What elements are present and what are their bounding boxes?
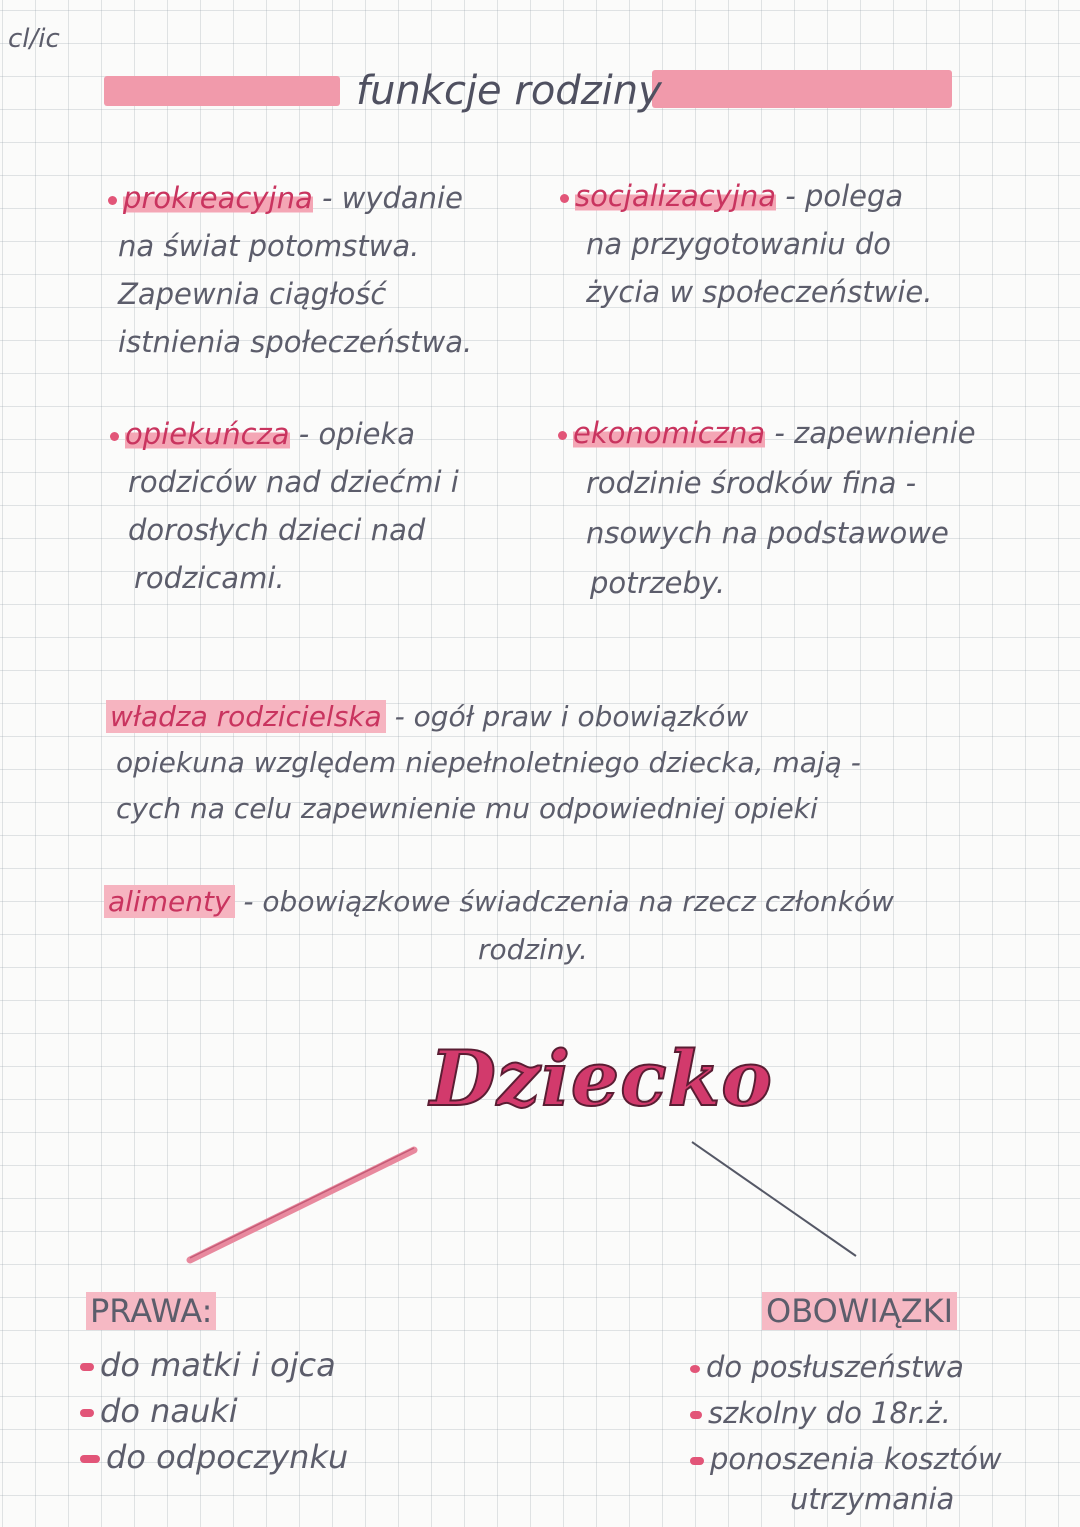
bullet-icon [560, 194, 569, 203]
bullet-icon [108, 196, 117, 205]
function-term: socjalizacyjna [575, 179, 777, 213]
bullet-icon [690, 1411, 702, 1419]
function-line: - zapewnienie [774, 416, 976, 450]
function-line: na przygotowaniu do [586, 227, 892, 261]
function-line: potrzeby. [590, 566, 726, 600]
definition-term: alimenty [104, 885, 235, 918]
corner-mark: cl/ic [8, 24, 60, 54]
definition-wladza-rodzicielska [106, 694, 861, 832]
function-line: - wydanie [321, 181, 463, 215]
definition-line: - obowiązkowe świadczenia na rzecz członków [243, 885, 894, 918]
rights-item [80, 1388, 348, 1434]
function-ekonomiczna [558, 408, 976, 608]
bullet-icon [110, 432, 119, 441]
duties-item [690, 1390, 1002, 1436]
rights-list [80, 1342, 348, 1480]
definition-line: opiekuna względem niepełnoletniego dziecka, mają - [116, 746, 861, 779]
rights-item-text: do nauki [100, 1392, 238, 1430]
rights-item-text: do matki i ojca [100, 1346, 336, 1384]
function-opiekuncza [110, 410, 459, 602]
rights-item [80, 1342, 348, 1388]
title-right-bar [652, 70, 952, 108]
definition-first-line [106, 694, 861, 740]
definition-alimenty [104, 878, 894, 974]
function-ekonomiczna-first-line [558, 408, 976, 458]
duties-item-text: ponoszenia kosztów [710, 1442, 1002, 1476]
bullet-icon [80, 1363, 94, 1371]
function-line: rodziców nad dziećmi i [128, 465, 459, 499]
definition-line: cych na celu zapewnienie mu odpowiedniej opieki [116, 792, 818, 825]
function-line: Zapewnia ciągłość [118, 277, 387, 311]
function-line: rodzicami. [134, 561, 285, 595]
bullet-icon [80, 1455, 100, 1463]
function-term: opiekuńcza [125, 417, 290, 451]
bullet-icon [80, 1409, 94, 1417]
definition-term: władza rodzicielska [106, 700, 386, 733]
duties-item-continuation: utrzymania [790, 1482, 955, 1516]
rights-item [80, 1434, 348, 1480]
rights-item-text: do odpoczynku [106, 1438, 349, 1476]
bullet-icon [690, 1457, 704, 1465]
function-line: istnienia społeczeństwa. [118, 325, 473, 359]
page-title: funkcje rodziny [356, 68, 662, 114]
function-line: życia w społeczeństwie. [586, 275, 933, 309]
function-line: dorosłych dzieci nad [128, 513, 426, 547]
title-left-bar [104, 76, 340, 106]
function-term: ekonomiczna [573, 416, 766, 450]
definition-first-line [104, 878, 894, 926]
duties-item-text: do posłuszeństwa [706, 1350, 964, 1384]
function-term: prokreacyjna [123, 181, 313, 215]
definition-line: - ogół praw i obowiązków [394, 700, 749, 733]
function-line: - opieka [298, 417, 416, 451]
definition-line: rodziny. [478, 933, 588, 966]
function-socjalizacyjna [560, 172, 932, 316]
function-line: na świat potomstwa. [118, 229, 420, 263]
rights-heading: PRAWA: [86, 1292, 216, 1330]
duties-item-text: szkolny do 18r.ż. [708, 1396, 951, 1430]
function-prokreacyjna [108, 174, 472, 366]
duties-list [690, 1344, 1002, 1516]
center-word: Dziecko [430, 1034, 773, 1123]
duties-item [690, 1436, 1002, 1482]
function-opiekuncza-first-line [110, 410, 459, 458]
function-socjalizacyjna-first-line [560, 172, 932, 220]
bullet-icon [558, 431, 567, 440]
function-line: nsowych na podstawowe [586, 516, 949, 550]
bullet-icon [690, 1365, 700, 1373]
duties-item [690, 1344, 1002, 1390]
function-prokreacyjna-first-line [108, 174, 472, 222]
function-line: - polega [785, 179, 904, 213]
function-line: rodzinie środków fina - [586, 466, 917, 500]
duties-heading: OBOWIĄZKI [762, 1292, 957, 1330]
